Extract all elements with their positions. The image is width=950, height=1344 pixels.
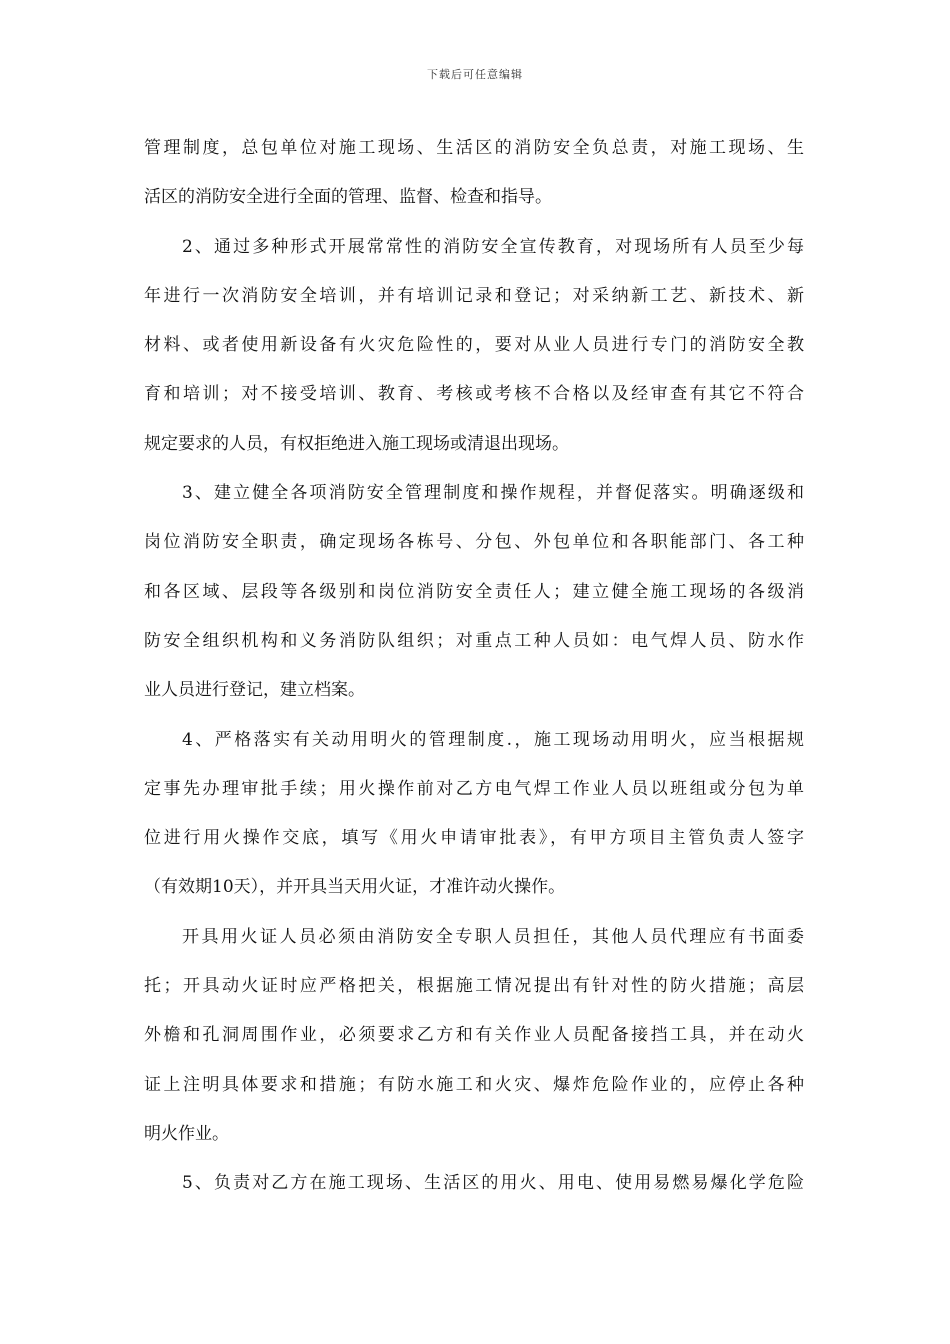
text-line: 定事先办理审批手续；用火操作前对乙方电气焊工作业人员以班组或分包为单 [144,778,804,799]
text-line: 外檐和孔洞周围作业，必须要求乙方和有关作业人员配备接挡工具，并在动火 [144,1025,804,1046]
text-line: 明火作业。 [144,1123,229,1144]
paragraph-start-line: 开具用火证人员必须由消防安全专职人员担任，其他人员代理应有书面委 [182,926,804,947]
page-header: 下载后可任意编辑 [427,68,523,81]
paragraph-start-line: 3、建立健全各项消防安全管理制度和操作规程，并督促落实。明确逐级和 [182,483,804,504]
paragraph-start-line: 2、通过多种形式开展常常性的消防安全宣传教育，对现场所有人员至少每 [182,236,804,257]
text-line: 和各区域、层段等各级别和岗位消防安全责任人；建立健全施工现场的各级消 [144,581,804,602]
text-line: 防安全组织机构和义务消防队组织；对重点工种人员如：电气焊人员、防水作 [144,630,804,651]
text-line: 托；开具动火证时应严格把关，根据施工情况提出有针对性的防火措施；高层 [144,976,804,997]
text-line: 业人员进行登记，建立档案。 [144,680,365,701]
text-line: 管理制度，总包单位对施工现场、生活区的消防安全负总责，对施工现场、生 [144,138,804,158]
text-line: （有效期10天），并开具当天用火证，才准许动火操作。 [144,877,566,898]
text-line: 育和培训；对不接受培训、教育、考核或考核不合格以及经审查有其它不符合 [144,384,804,405]
paragraph-start-line: 5、负责对乙方在施工现场、生活区的用火、用电、使用易燃易爆化学危险 [182,1173,804,1194]
paragraph-start-line: 4、严格落实有关动用明火的管理制度.，施工现场动用明火，应当根据规 [182,729,804,750]
text-line: 岗位消防安全职责，确定现场各栋号、分包、外包单位和各职能部门、各工种 [144,532,804,553]
text-line: 活区的消防安全进行全面的管理、监督、检查和指导。 [144,187,552,208]
text-line: 证上注明具体要求和措施；有防水施工和火灾、爆炸危险作业的，应停止各种 [144,1074,804,1095]
text-line: 位进行用火操作交底，填写《用火申请审批表》，有甲方项目主管负责人签字 [144,828,804,849]
text-line: 规定要求的人员，有权拒绝进入施工现场或清退出现场。 [144,433,569,454]
document-body [144,128,804,1213]
text-line: 年进行一次消防安全培训，并有培训记录和登记；对采纳新工艺、新技术、新 [144,285,804,306]
text-line: 材料、或者使用新设备有火灾危险性的，要对从业人员进行专门的消防安全教 [144,335,804,356]
